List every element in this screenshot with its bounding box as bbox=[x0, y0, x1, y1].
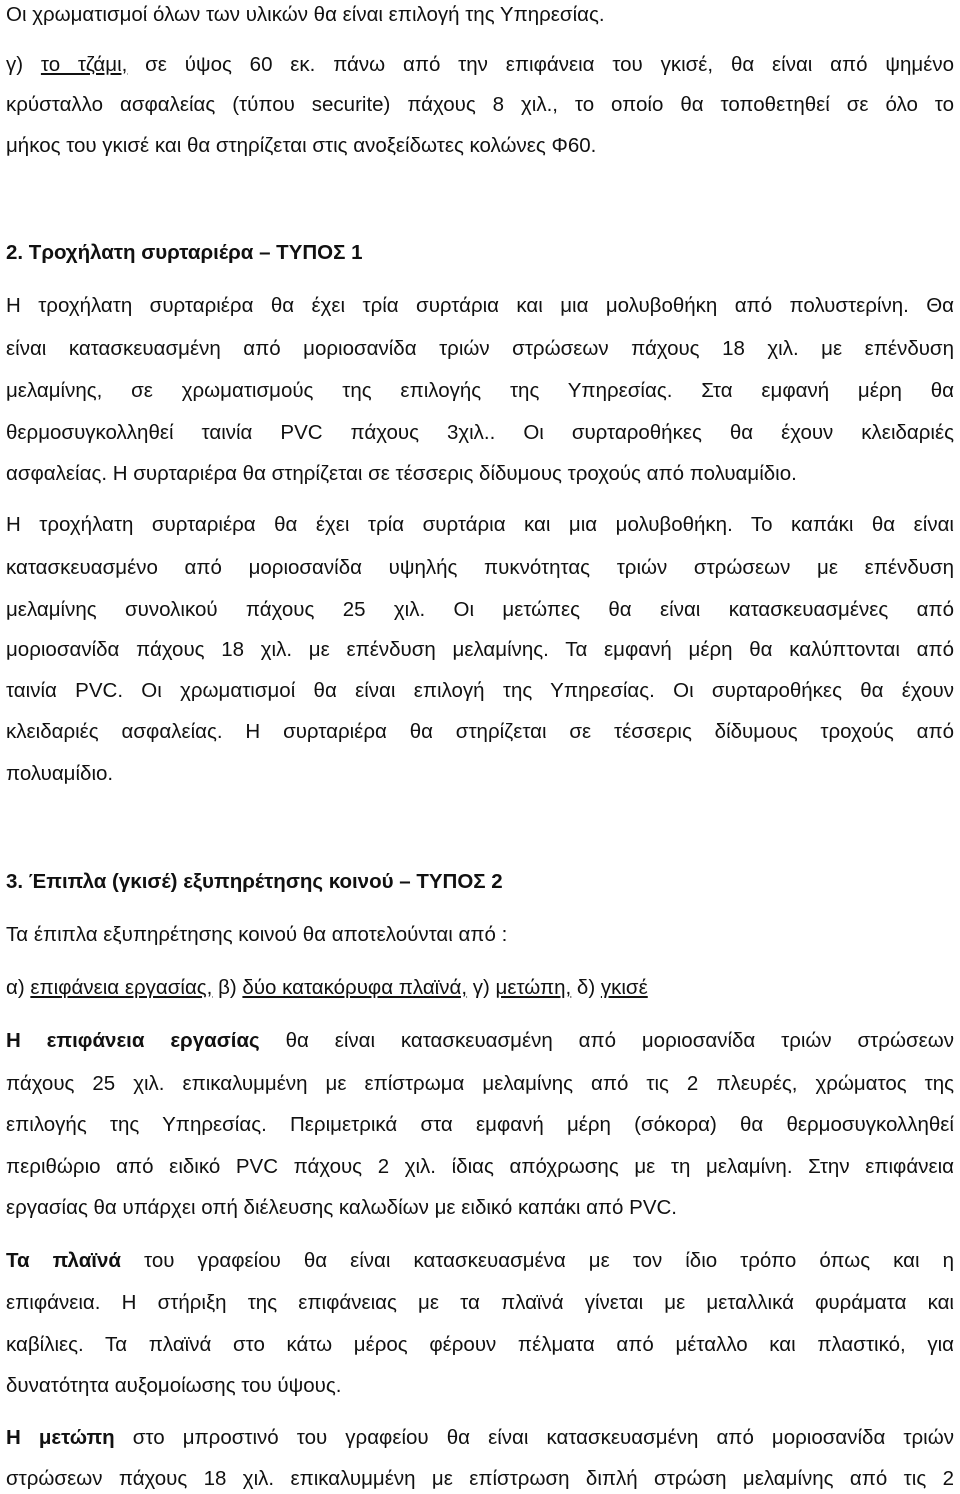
section-heading: 3. Έπιπλα (γκισέ) εξυπηρέτησης κοινού – ΤΥΠΟΣ 2 bbox=[6, 870, 503, 893]
bold-term: Η μετώπη bbox=[6, 1426, 115, 1449]
paragraph-line: Τα έπιπλα εξυπηρέτησης κοινού θα αποτελούνται από : bbox=[6, 923, 508, 946]
line-text: του γραφείου θα είναι κατασκευασμένα με τον ίδιο τρόπο όπως και η bbox=[121, 1249, 954, 1272]
paragraph-line: κατασκευασμένο από μοριοσανίδα υψηλής πυκνότητας τριών στρώσεων με επένδυση bbox=[6, 556, 954, 579]
paragraph-line: είναι κατασκευασμένη από μοριοσανίδα τριών στρώσεων πάχους 18 χιλ. με επένδυση bbox=[6, 337, 954, 360]
paragraph-line: θερμοσυγκολληθεί ταινία PVC πάχους 3χιλ.. Οι συρταροθήκες θα έχουν κλειδαριές bbox=[6, 421, 954, 444]
list-marker: β) bbox=[212, 976, 243, 999]
paragraph-line bbox=[6, 53, 954, 77]
underlined-term: δύο κατακόρυφα πλαϊνά, bbox=[242, 976, 468, 999]
paragraph-line: στρώσεων πάχους 18 χιλ. επικαλυμμένη με επίστρωση διπλή στρώση μελαμίνης από τις 2 bbox=[6, 1467, 954, 1490]
underlined-term: μετώπη, bbox=[495, 976, 572, 999]
paragraph-line: μελαμίνης συνολικού πάχους 25 χιλ. Οι μετώπες θα είναι κατασκευασμένες από bbox=[6, 598, 954, 621]
component-list bbox=[6, 976, 954, 1000]
paragraph-line: κλειδαριές ασφαλείας. Η συρταριέρα θα στηρίζεται σε τέσσερις δίδυμους τροχούς από bbox=[6, 720, 954, 743]
paragraph-line: ταινία PVC. Οι χρωματισμοί θα είναι επιλογή της Υπηρεσίας. Οι συρταροθήκες θα έχουν bbox=[6, 679, 954, 702]
paragraph-line: δυνατότητα αυξομοίωσης του ύψους. bbox=[6, 1374, 342, 1397]
paragraph-line: Οι χρωματισμοί όλων των υλικών θα είναι επιλογή της Υπηρεσίας. bbox=[6, 3, 605, 26]
underlined-term: επιφάνεια εργασίας, bbox=[30, 976, 213, 999]
paragraph-line: επιφάνεια. Η στήριξη της επιφάνειας με τα πλαϊνά γίνεται με μεταλλικά φυράματα και bbox=[6, 1291, 954, 1314]
paragraph-line: μήκος του γκισέ και θα στηρίζεται στις ανοξείδωτες κολώνες Φ60. bbox=[6, 134, 597, 157]
paragraph-line: περιθώριο από ειδικό PVC πάχους 2 χιλ. ίδιας απόχρωσης με τη μελαμίνη. Στην επιφάνεια bbox=[6, 1155, 954, 1178]
paragraph-line: Η τροχήλατη συρταριέρα θα έχει τρία συρτάρια και μια μολυβοθήκη. Το καπάκι θα είναι bbox=[6, 513, 954, 536]
list-marker: γ) bbox=[6, 53, 41, 76]
underlined-term: το τζάμι, bbox=[40, 53, 128, 76]
underlined-term: γκισέ bbox=[600, 976, 648, 999]
paragraph-line: κρύσταλλο ασφαλείας (τύπου securite) πάχους 8 χιλ., το οποίο θα τοποθετηθεί σε όλο το bbox=[6, 93, 954, 116]
paragraph-line: καβίλιες. Τα πλαϊνά στο κάτω μέρος φέρουν πέλματα από μέταλλο και πλαστικό, για bbox=[6, 1333, 954, 1356]
paragraph-line: εργασίας θα υπάρχει οπή διέλευσης καλωδίων με ειδικό καπάκι από PVC. bbox=[6, 1196, 678, 1219]
section-heading: 2. Τροχήλατη συρταριέρα – ΤΥΠΟΣ 1 bbox=[6, 241, 363, 264]
paragraph-line: μοριοσανίδα πάχους 18 χιλ. με επένδυση μελαμίνης. Τα εμφανή μέρη θα καλύπτονται από bbox=[6, 638, 954, 661]
line-text: θα είναι κατασκευασμένη από μοριοσανίδα τριών στρώσεων bbox=[259, 1029, 954, 1052]
line-text: στο μπροστινό του γραφείου θα είναι κατασκευασμένη από μοριοσανίδα τριών bbox=[114, 1426, 954, 1449]
paragraph-line bbox=[6, 1029, 954, 1053]
list-marker: γ) bbox=[467, 976, 496, 999]
line-text: σε ύψος 60 εκ. πάνω από την επιφάνεια του γκισέ, θα είναι από ψημένο bbox=[127, 53, 955, 76]
paragraph-line: πάχους 25 χιλ. επικαλυμμένη με επίστρωμα μελαμίνης από τις 2 πλευρές, χρώματος της bbox=[6, 1072, 954, 1095]
list-marker: α) bbox=[6, 976, 31, 999]
bold-term: Η επιφάνεια εργασίας bbox=[6, 1029, 260, 1052]
paragraph-line: πολυαμίδιο. bbox=[6, 762, 114, 785]
bold-term: Τα πλαϊνά bbox=[6, 1249, 122, 1272]
paragraph-line: μελαμίνης, σε χρωματισμούς της επιλογής της Υπηρεσίας. Στα εμφανή μέρη θα bbox=[6, 379, 954, 402]
paragraph-line: Η τροχήλατη συρταριέρα θα έχει τρία συρτάρια και μια μολυβοθήκη από πολυστερίνη. Θα bbox=[6, 294, 954, 317]
paragraph-line: ασφαλείας. Η συρταριέρα θα στηρίζεται σε τέσσερις δίδυμους τροχούς από πολυαμίδιο. bbox=[6, 462, 797, 485]
paragraph-line: επιλογής της Υπηρεσίας. Περιμετρικά στα εμφανή μέρη (σόκορα) θα θερμοσυγκολληθεί bbox=[6, 1113, 954, 1136]
paragraph-line bbox=[6, 1426, 954, 1450]
paragraph-line bbox=[6, 1249, 954, 1273]
list-marker: δ) bbox=[571, 976, 601, 999]
